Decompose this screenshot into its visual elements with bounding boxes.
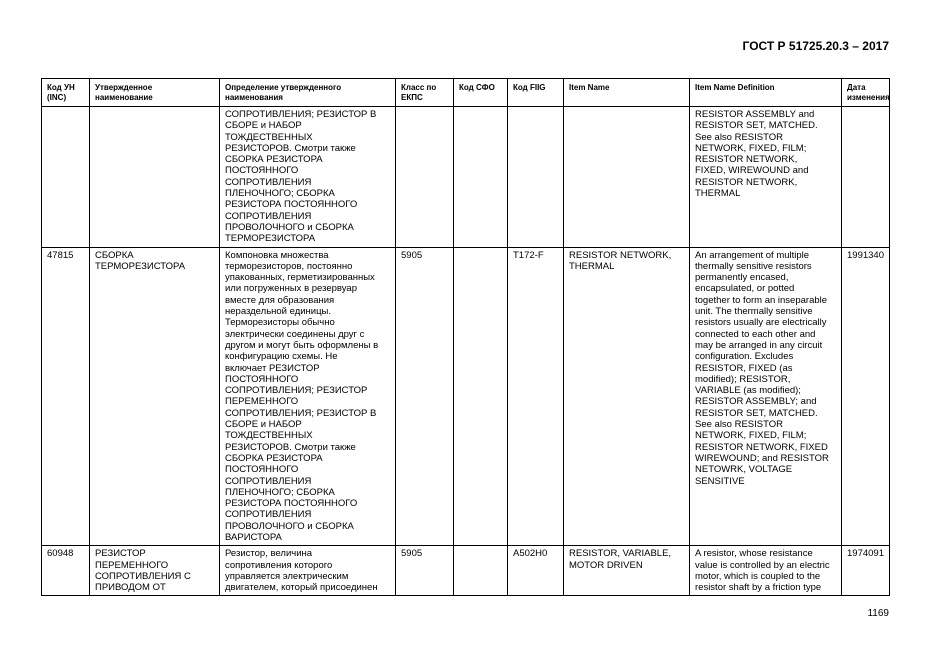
cell-item-definition: An arrangement of multiple thermally sensitive resistors permanently encased, encapsulated, or potted together to form an inseparable unit. The thermally sensitive resistors usually are electrically connected to each other and may be arranged in any circuit configuration. Excludes RESISTOR, FIXED (as modified); RESISTOR, VARIABLE (as modified); RESISTOR ASSEMBLY; and RESISTOR SET, MATCHED. See also RESISTOR NETWORK, FIXED, FILM; RESISTOR NETWORK, FIXED WIREWOUND; and RESISTOR NETOWRK, VOLTAGE SENSITIVE [690, 247, 842, 546]
cell-definition: Компоновка множества терморезисторов, постоянно упакованных, герметизированных или погруженных в резервуар вместе для образования нераздельной единицы. Терморезисторы обычно электрически соединены друг с другом и могут быть оформлены в конфигурацию схемы. Не включает РЕЗИСТОР ПОСТОЯННОГО СОПРОТИВЛЕНИЯ; РЕЗИСТОР ПЕРЕМЕННОГО СОПРОТИВЛЕНИЯ; РЕЗИСТОР В СБОРЕ и НАБОР ТОЖДЕСТВЕННЫХ РЕЗИСТОРОВ. Смотри также СБОРКА РЕЗИСТОРА ПОСТОЯННОГО СОПРОТИВЛЕНИЯ ПЛЕНОЧНОГО; СБОРКА РЕЗИСТОРА ПОСТОЯННОГО СОПРОТИВЛЕНИЯ ПРОВОЛОЧНОГО и СБОРКА ВАРИСТОРА [220, 247, 396, 546]
cell-item-name: RESISTOR NETWORK, THERMAL [564, 247, 690, 546]
cell-item-definition: RESISTOR ASSEMBLY and RESISTOR SET, MATCHED. See also RESISTOR NETWORK, FIXED, FILM; RESISTOR NETWORK, FIXED, WIREWOUND and RESISTOR NETWORK, THERMAL [690, 107, 842, 248]
document-code: ГОСТ Р 51725.20.3 – 2017 [742, 39, 889, 53]
cell-inc [42, 107, 90, 248]
cell-fiig-code [508, 107, 564, 248]
catalog-table [41, 78, 890, 596]
column-header-ekps-class: Класс по ЕКПС [396, 79, 454, 107]
cell-ekps-class [396, 107, 454, 248]
cell-approved-name: СБОРКА ТЕРМОРЕЗИСТОРА [90, 247, 220, 546]
cell-fiig-code: A502H0 [508, 546, 564, 596]
column-header-inc: Код УН (INC) [42, 79, 90, 107]
cell-sfo-code [454, 546, 508, 596]
cell-change-date: 1974091 [842, 546, 890, 596]
cell-inc: 47815 [42, 247, 90, 546]
cell-sfo-code [454, 107, 508, 248]
page-number: 1169 [867, 608, 889, 619]
table-row [42, 107, 890, 248]
column-header-item-name: Item Name [564, 79, 690, 107]
cell-definition: СОПРОТИВЛЕНИЯ; РЕЗИСТОР В СБОРЕ и НАБОР ТОЖДЕСТВЕННЫХ РЕЗИСТОРОВ. Смотри также СБОРКА РЕЗИСТОРА ПОСТОЯННОГО СОПРОТИВЛЕНИЯ ПЛЕНОЧНОГО; СБОРКА РЕЗИСТОРА ПОСТОЯННОГО СОПРОТИВЛЕНИЯ ПРОВОЛОЧНОГО и СБОРКА ТЕРМОРЕЗИСТОРА [220, 107, 396, 248]
cell-sfo-code [454, 247, 508, 546]
column-header-approved-name: Утвержденное наименование [90, 79, 220, 107]
table-row [42, 546, 890, 596]
column-header-fiig-code: Код FIIG [508, 79, 564, 107]
cell-approved-name: РЕЗИСТОР ПЕРЕМЕННОГО СОПРОТИВЛЕНИЯ С ПРИВОДОМ ОТ [90, 546, 220, 596]
cell-definition: Резистор, величина сопротивления которого управляется электрическим двигателем, который присоединен [220, 546, 396, 596]
cell-ekps-class: 5905 [396, 247, 454, 546]
cell-fiig-code: T172-F [508, 247, 564, 546]
cell-item-name: RESISTOR, VARIABLE, MOTOR DRIVEN [564, 546, 690, 596]
column-header-change-date: Дата изменения [842, 79, 890, 107]
cell-item-name [564, 107, 690, 248]
table-header-row [42, 79, 890, 107]
column-header-item-definition: Item Name Definition [690, 79, 842, 107]
cell-approved-name [90, 107, 220, 248]
cell-inc: 60948 [42, 546, 90, 596]
cell-change-date [842, 107, 890, 248]
cell-change-date: 1991340 [842, 247, 890, 546]
column-header-sfo-code: Код СФО [454, 79, 508, 107]
cell-ekps-class: 5905 [396, 546, 454, 596]
cell-item-definition: A resistor, whose resistance value is controlled by an electric motor, which is coupled to the resistor shaft by a friction type [690, 546, 842, 596]
column-header-definition: Определение утвержденного наименования [220, 79, 396, 107]
table-row [42, 247, 890, 546]
